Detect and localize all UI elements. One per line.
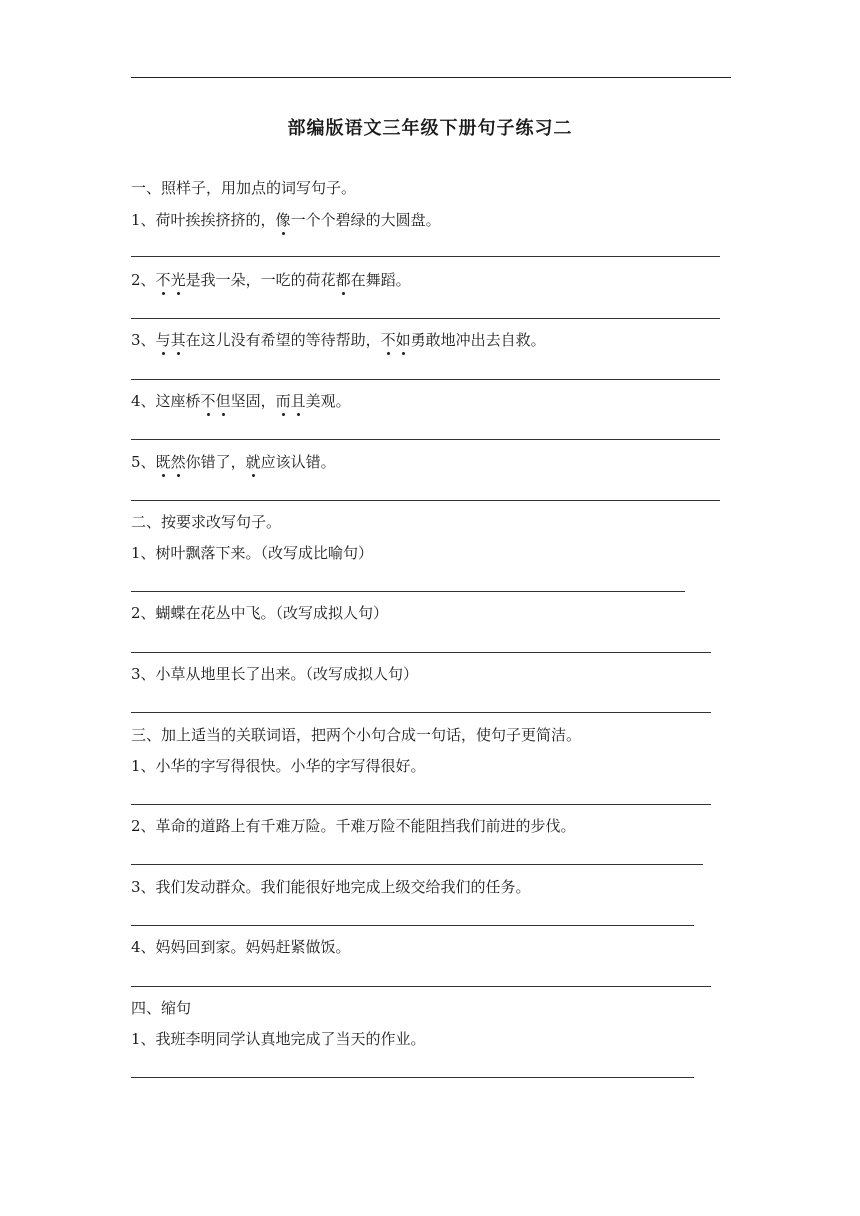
section-3-heading: 三、加上适当的关联词语，把两个小句合成一句话，使句子更简洁。 bbox=[131, 726, 582, 744]
emphasized-char: 但 bbox=[215, 392, 231, 410]
s1-question-2 bbox=[131, 270, 411, 290]
page-title: 部编版语文三年级下册句子练习二 bbox=[287, 118, 573, 139]
sentence-text: 一个个碧绿的大圆盘。 bbox=[290, 211, 441, 229]
header-rule bbox=[131, 77, 731, 78]
emphasized-char: 既 bbox=[155, 453, 171, 471]
emphasized-char: 不 bbox=[155, 271, 171, 289]
s3-answer-line-4[interactable] bbox=[131, 986, 711, 987]
s1-answer-line-5[interactable] bbox=[131, 500, 720, 501]
emphasized-char: 其 bbox=[170, 331, 186, 349]
sentence-text: 在舞蹈。 bbox=[350, 271, 411, 289]
s1-question-3 bbox=[131, 330, 546, 350]
s3-question-2: 2、革命的道路上有千难万险。千难万险不能阻挡我们前进的步伐。 bbox=[131, 817, 576, 835]
s2-question-1: 1、树叶飘落下来。（改写成比喻句） bbox=[131, 544, 374, 562]
sentence-text: 4、这座桥 bbox=[131, 392, 201, 410]
emphasized-char: 都 bbox=[335, 271, 351, 289]
sentence-text: 勇敢地冲出去自救。 bbox=[410, 331, 546, 349]
s1-answer-line-3[interactable] bbox=[131, 379, 720, 380]
s1-answer-line-1[interactable] bbox=[131, 256, 720, 257]
sentence-text: 你错了， bbox=[185, 453, 246, 471]
sentence-text: 3、 bbox=[131, 331, 156, 349]
s3-answer-line-3[interactable] bbox=[131, 925, 694, 926]
s3-answer-line-1[interactable] bbox=[131, 804, 711, 805]
s1-answer-line-4[interactable] bbox=[131, 439, 720, 440]
s2-question-2: 2、蝴蝶在花丛中飞。（改写成拟人句） bbox=[131, 604, 389, 622]
s1-answer-line-2[interactable] bbox=[131, 318, 720, 319]
sentence-text: 应该认错。 bbox=[260, 453, 336, 471]
s3-answer-line-2[interactable] bbox=[131, 864, 703, 865]
sentence-text: 美观。 bbox=[305, 392, 351, 410]
emphasized-char: 且 bbox=[290, 392, 306, 410]
sentence-text: 在这儿没有希望的等待帮助， bbox=[185, 331, 381, 349]
sentence-text: 1、荷叶挨挨挤挤的， bbox=[131, 211, 276, 229]
s1-question-5 bbox=[131, 452, 336, 472]
emphasized-char: 光 bbox=[170, 271, 186, 289]
s3-question-1: 1、小华的字写得很快。小华的字写得很好。 bbox=[131, 757, 426, 775]
sentence-text: 是我一朵，一吃的荷花 bbox=[185, 271, 336, 289]
emphasized-char: 如 bbox=[395, 331, 411, 349]
s4-answer-line-1[interactable] bbox=[131, 1077, 694, 1078]
s2-answer-line-1[interactable] bbox=[131, 591, 685, 592]
sentence-text: 2、 bbox=[131, 271, 156, 289]
s1-question-4 bbox=[131, 391, 351, 411]
emphasized-char: 然 bbox=[170, 453, 186, 471]
sentence-text: 坚固， bbox=[230, 392, 276, 410]
emphasized-char: 像 bbox=[275, 211, 291, 229]
emphasized-char: 与 bbox=[155, 331, 171, 349]
s2-answer-line-2[interactable] bbox=[131, 652, 711, 653]
emphasized-char: 而 bbox=[275, 392, 291, 410]
s2-answer-line-3[interactable] bbox=[131, 712, 711, 713]
emphasized-char: 不 bbox=[200, 392, 216, 410]
s1-question-1 bbox=[131, 210, 441, 230]
emphasized-char: 不 bbox=[380, 331, 396, 349]
section-1-heading: 一、照样子，用加点的词写句子。 bbox=[131, 179, 357, 197]
s4-question-1: 1、我班李明同学认真地完成了当天的作业。 bbox=[131, 1030, 426, 1048]
s3-question-4: 4、妈妈回到家。妈妈赶紧做饭。 bbox=[131, 938, 351, 956]
emphasized-char: 就 bbox=[245, 453, 261, 471]
sentence-text: 5、 bbox=[131, 453, 156, 471]
section-4-heading: 四、缩句 bbox=[131, 999, 192, 1017]
s3-question-3: 3、我们发动群众。我们能很好地完成上级交给我们的任务。 bbox=[131, 878, 531, 896]
section-2-heading: 二、按要求改写句子。 bbox=[131, 513, 282, 531]
s2-question-3: 3、小草从地里长了出来。（改写成拟人句） bbox=[131, 665, 419, 683]
